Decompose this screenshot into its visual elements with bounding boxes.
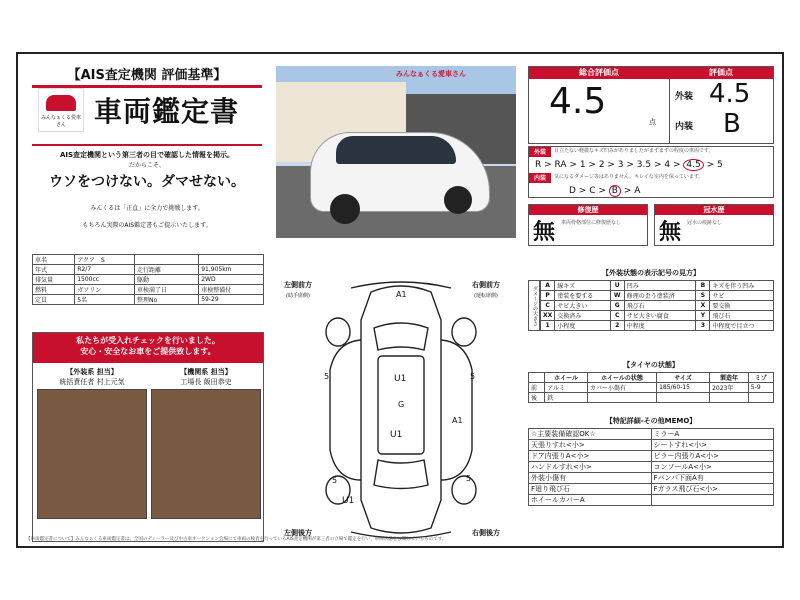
table-row — [541, 281, 774, 291]
table-row — [541, 291, 774, 301]
table-cell: コンソールA<小> — [651, 462, 774, 473]
table-cell: XX — [541, 311, 555, 321]
column-header: ホイールの状態 — [587, 373, 656, 383]
column-header — [529, 373, 545, 383]
table-cell: 1 — [541, 321, 555, 331]
page-title: 車両鑑定書 — [94, 95, 240, 128]
table-row — [541, 311, 774, 321]
table-cell: 外装小傷有 — [529, 473, 652, 484]
scale-panel: 外装 目立たない軽微なキズ凹みがありましたがまずまずの程度の車両です。 R > RA > 1 > 2 > 3 > 3.5 > 4 > 4.5 > 5 内装 気になるダメージ等はありません。キレイな室内を保っています。 D > C > B > A — [528, 146, 774, 198]
table-row — [33, 255, 264, 265]
table-row — [529, 462, 774, 473]
table-cell: ガソリン — [75, 285, 135, 295]
table-row — [33, 275, 264, 285]
table-cell: シートすれ<小> — [651, 440, 774, 451]
table-cell: サビ大きい腐食 — [624, 311, 696, 321]
table-row — [529, 495, 774, 506]
score-panel: 総合評価点 評価点 4.5 点 外装 4.5 内装 B — [528, 66, 774, 144]
table-cell — [199, 255, 264, 265]
table-cell: サビ — [710, 291, 774, 301]
table-cell — [657, 393, 710, 403]
table-cell: 車検満了日 — [135, 285, 199, 295]
vehicle-info-table — [32, 254, 264, 305]
intro-block: AIS査定機関という第三者の目で確認した情報を掲示。 だからこそ、 ウソをつけない。ダマせない。 みんくるは「正直」に全力で挑戦します。 もちろん実際のAIS鑑定書もご提示いたします。 — [32, 150, 262, 229]
table-cell: ドア内張りA<小> — [529, 451, 652, 462]
header-box — [32, 64, 262, 146]
table-cell — [135, 255, 199, 265]
table-cell: 車検整備付 — [199, 285, 264, 295]
table-cell: 線キズ — [555, 281, 610, 291]
table-cell: アクア S — [75, 255, 135, 265]
staff-check: 私たちが受入れチェックを行いました。 安心・安全なお車をご提供致します。 【外装系 担当】 統括責任者 村上元気 【機関系 担当】 工場長 飯田恭史 — [32, 332, 264, 542]
table-cell: 5-9 — [748, 383, 773, 393]
table-cell: 2WD — [199, 275, 264, 285]
table-cell: 走行距離 — [135, 265, 199, 275]
table-cell: 駆動 — [135, 275, 199, 285]
table-row — [33, 265, 264, 275]
table-cell: ホイールカバーA — [529, 495, 652, 506]
staff-photo-left — [37, 389, 147, 519]
table-cell: 天張りすれ<小> — [529, 440, 652, 451]
table-cell: 塗装を要する — [555, 291, 610, 301]
car-logo-icon — [46, 95, 76, 111]
table-row — [33, 295, 264, 305]
table-row — [529, 383, 774, 393]
table-cell: Fガラス飛び石<小> — [651, 484, 774, 495]
tire-table — [528, 372, 774, 403]
table-cell: ピラー内張りA<小> — [651, 451, 774, 462]
column-header: ミゾ — [748, 373, 773, 383]
memo: 【特記詳細-その他MEMO】 ☆主要装備確認OK☆ ミラーA 天張りすれ<小> シートすれ<小> ドア内張りA<小> ピラー内張りA<小> ハンドルすれ<小> コンソールA<小> 外装小傷有 Fバンパ下面A有 F廻り飛び石 Fガラス飛び石<小> ホイールカバーA — [528, 416, 774, 506]
table-row — [529, 451, 774, 462]
table-cell: 交換済み — [555, 311, 610, 321]
column-header: サイズ — [657, 373, 710, 383]
table-cell: 鉄 — [545, 393, 588, 403]
table-cell: P — [541, 291, 555, 301]
table-cell: 定員 — [33, 295, 75, 305]
table-cell: 2 — [610, 321, 624, 331]
table-row — [529, 473, 774, 484]
table-cell: 凹み — [624, 281, 696, 291]
table-row — [541, 321, 774, 331]
table-cell — [587, 393, 656, 403]
table-cell: カバー小傷有 — [587, 383, 656, 393]
table-cell: W — [610, 291, 624, 301]
table-cell: 要交換 — [710, 301, 774, 311]
table-cell: 中程度 — [624, 321, 696, 331]
logo: みんなぁくる愛車さん — [38, 88, 84, 132]
table-cell: B — [696, 281, 710, 291]
table-cell: 1500cc — [75, 275, 135, 285]
table-row — [529, 440, 774, 451]
table-cell: 後 — [529, 393, 545, 403]
table-cell: サビ大きい — [555, 301, 610, 311]
flood-history: 冠水歴 無 冠水の痕跡なし — [654, 204, 774, 246]
table-cell: ハンドルすれ<小> — [529, 462, 652, 473]
table-row — [541, 301, 774, 311]
exterior-scale: R > RA > 1 > 2 > 3 > 3.5 > 4 > 4.5 > 5 — [535, 160, 723, 170]
table-cell: 5名 — [75, 295, 135, 305]
repair-history: 修復歴 無 車両骨格部位に修復歴なし — [528, 204, 648, 246]
table-cell: 燃料 — [33, 285, 75, 295]
table-cell: ミラーA — [651, 429, 774, 440]
table-cell: F廻り飛び石 — [529, 484, 652, 495]
table-cell: 修理の歪う塗装済 — [624, 291, 696, 301]
legend: 【外装状態の表示記号の見方】 ダメージの大きさ A 線キズ U 凹み B キズを伴う凹み P 塗装を要する W 修理の歪う塗装済 S サビ C サビ大きい G 飛び石 X 要交換 XX 交換済み C サビ大きい腐食 Y 飛び石 1 小程度 2 中程度 3 中程度で目立つ — [528, 268, 774, 331]
ais-label: 【AIS査定機関 評価基準】 — [67, 68, 227, 83]
table-cell — [651, 495, 774, 506]
table-cell: ☆主要装備確認OK☆ — [529, 429, 652, 440]
table-cell: X — [696, 301, 710, 311]
exterior-score: 4.5 — [709, 79, 751, 109]
table-cell: 車名 — [33, 255, 75, 265]
table-cell: 整理No — [135, 295, 199, 305]
table-cell: 排気量 — [33, 275, 75, 285]
table-header — [529, 373, 774, 383]
table-row — [529, 393, 774, 403]
tire-status: 【タイヤの状態】 ホイール ホイールの状態 サイズ 製造年 ミゾ 前 アルミ カバー小傷有 185/60-15 2023年 5-9 後 鉄 — [528, 360, 774, 403]
table-row — [33, 285, 264, 295]
table-cell: アルミ — [545, 383, 588, 393]
table-cell: 中程度で目立つ — [710, 321, 774, 331]
table-cell: 59-29 — [199, 295, 264, 305]
table-cell: Y — [696, 311, 710, 321]
table-cell: S — [696, 291, 710, 301]
column-header: 製造年 — [710, 373, 749, 383]
table-cell: キズを伴う凹み — [710, 281, 774, 291]
table-row — [529, 429, 774, 440]
table-cell: Fバンパ下面A有 — [651, 473, 774, 484]
table-cell: A — [541, 281, 555, 291]
shop-sign: みんなぁくる愛車さん — [396, 70, 466, 78]
table-cell: 前 — [529, 383, 545, 393]
table-cell: 91,905km — [199, 265, 264, 275]
table-cell: 185/60-15 — [657, 383, 710, 393]
table-cell — [748, 393, 773, 403]
legend-table — [540, 280, 774, 331]
table-row — [529, 484, 774, 495]
table-cell: 年式 — [33, 265, 75, 275]
total-score: 4.5 — [549, 81, 607, 122]
memo-table — [528, 428, 774, 506]
interior-score: B — [723, 109, 741, 139]
car-photo — [276, 66, 516, 238]
table-cell: G — [610, 301, 624, 311]
table-cell: 飛び石 — [710, 311, 774, 321]
appraisal-sheet — [16, 52, 784, 548]
slogan: ウソをつけない。ダマせない。 — [49, 174, 245, 190]
table-cell — [710, 393, 749, 403]
table-cell: 小程度 — [555, 321, 610, 331]
table-cell: C — [610, 311, 624, 321]
staff-photo-right — [151, 389, 261, 519]
interior-scale: D > C > B > A — [569, 186, 641, 196]
column-header: ホイール — [545, 373, 588, 383]
table-cell: C — [541, 301, 555, 311]
damage-diagram: 左側前方 (助手席側) 右側前方 (運転席側) 左側後方 右側後方 A1 5 5 U1 G U1 A1 5 U1 5 — [276, 276, 520, 546]
table-cell: 2023年 — [710, 383, 749, 393]
table-cell: 飛び石 — [624, 301, 696, 311]
table-cell: U — [610, 281, 624, 291]
table-cell: 3 — [696, 321, 710, 331]
footer-note: 【車両鑑定書について】みんなぁくる車両鑑定書は、全国のディーラー及び中古車オークション会場にて車両の検査を行っているAIS査定機関が第三者の立場で鑑定を行い、車両状態を公開しているものです。 — [26, 537, 447, 542]
table-cell: R2/7 — [75, 265, 135, 275]
